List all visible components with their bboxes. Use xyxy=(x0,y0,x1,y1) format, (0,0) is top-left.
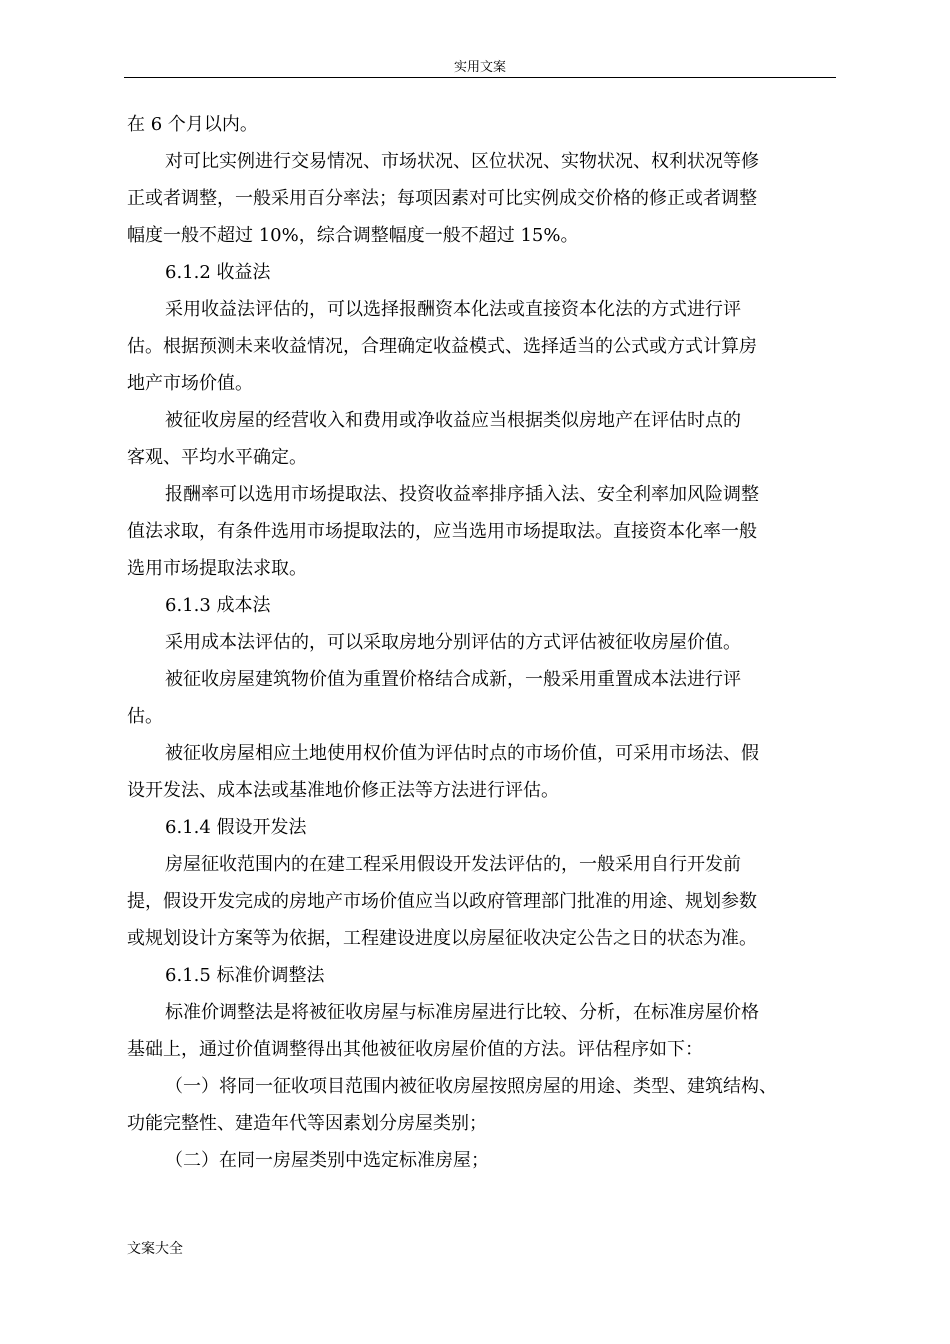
document-line: 提，假设开发完成的房地产市场价值应当以政府管理部门批准的用途、规划参数 xyxy=(127,891,757,912)
document-line: 幅度一般不超过 10%，综合调整幅度一般不超过 15%。 xyxy=(127,225,579,246)
footer-text: 文案大全 xyxy=(127,1241,183,1257)
text-lines xyxy=(127,106,793,1179)
document-line: 6.1.3 成本法 xyxy=(165,595,271,616)
document-line: 6.1.4 假设开发法 xyxy=(165,817,307,838)
document-line: 对可比实例进行交易情况、市场状况、区位状况、实物状况、权利状况等修 xyxy=(165,151,759,172)
document-line: 估。 xyxy=(127,706,163,727)
document-body xyxy=(127,106,793,1179)
document-line: 被征收房屋建筑物价值为重置价格结合成新，一般采用重置成本法进行评 xyxy=(165,669,741,690)
document-line: 正或者调整，一般采用百分率法；每项因素对可比实例成交价格的修正或者调整 xyxy=(127,188,757,209)
document-line: 选用市场提取法求取。 xyxy=(127,558,307,579)
header-title: 实用文案 xyxy=(453,60,506,75)
document-line: 功能完整性、建造年代等因素划分房屋类别； xyxy=(127,1113,487,1134)
document-line: 基础上，通过价值调整得出其他被征收房屋价值的方法。评估程序如下： xyxy=(127,1039,703,1060)
page-header xyxy=(124,60,836,78)
document-line: （二）在同一房屋类别中选定标准房屋； xyxy=(165,1150,489,1171)
document-line: 或规划设计方案等为依据，工程建设进度以房屋征收决定公告之日的状态为准。 xyxy=(127,928,757,949)
document-line: 客观、平均水平确定。 xyxy=(127,447,307,468)
document-line: 被征收房屋的经营收入和费用或净收益应当根据类似房地产在评估时点的 xyxy=(165,410,741,431)
document-line: 被征收房屋相应土地使用权价值为评估时点的市场价值，可采用市场法、假 xyxy=(165,743,759,764)
document-line: 报酬率可以选用市场提取法、投资收益率排序插入法、安全利率加风险调整 xyxy=(165,484,759,505)
document-line: 估。根据预测未来收益情况，合理确定收益模式、选择适当的公式或方式计算房 xyxy=(127,336,757,357)
document-line: 采用成本法评估的，可以采取房地分别评估的方式评估被征收房屋价值。 xyxy=(165,632,741,653)
document-line: 地产市场价值。 xyxy=(127,373,253,394)
document-line: 标准价调整法是将被征收房屋与标准房屋进行比较、分析，在标准房屋价格 xyxy=(165,1002,759,1023)
document-line: 6.1.2 收益法 xyxy=(165,262,271,283)
document-line: 房屋征收范围内的在建工程采用假设开发法评估的，一般采用自行开发前 xyxy=(165,854,741,875)
document-line: 6.1.5 标准价调整法 xyxy=(165,965,325,986)
document-line: （一）将同一征收项目范围内被征收房屋按照房屋的用途、类型、建筑结构、 xyxy=(165,1076,777,1097)
page-footer xyxy=(127,1240,183,1258)
document-line: 采用收益法评估的，可以选择报酬资本化法或直接资本化法的方式进行评 xyxy=(165,299,741,320)
document-line: 设开发法、成本法或基准地价修正法等方法进行评估。 xyxy=(127,780,559,801)
document-line: 值法求取，有条件选用市场提取法的，应当选用市场提取法。直接资本化率一般 xyxy=(127,521,757,542)
document-line: 在 6 个月以内。 xyxy=(127,114,258,135)
